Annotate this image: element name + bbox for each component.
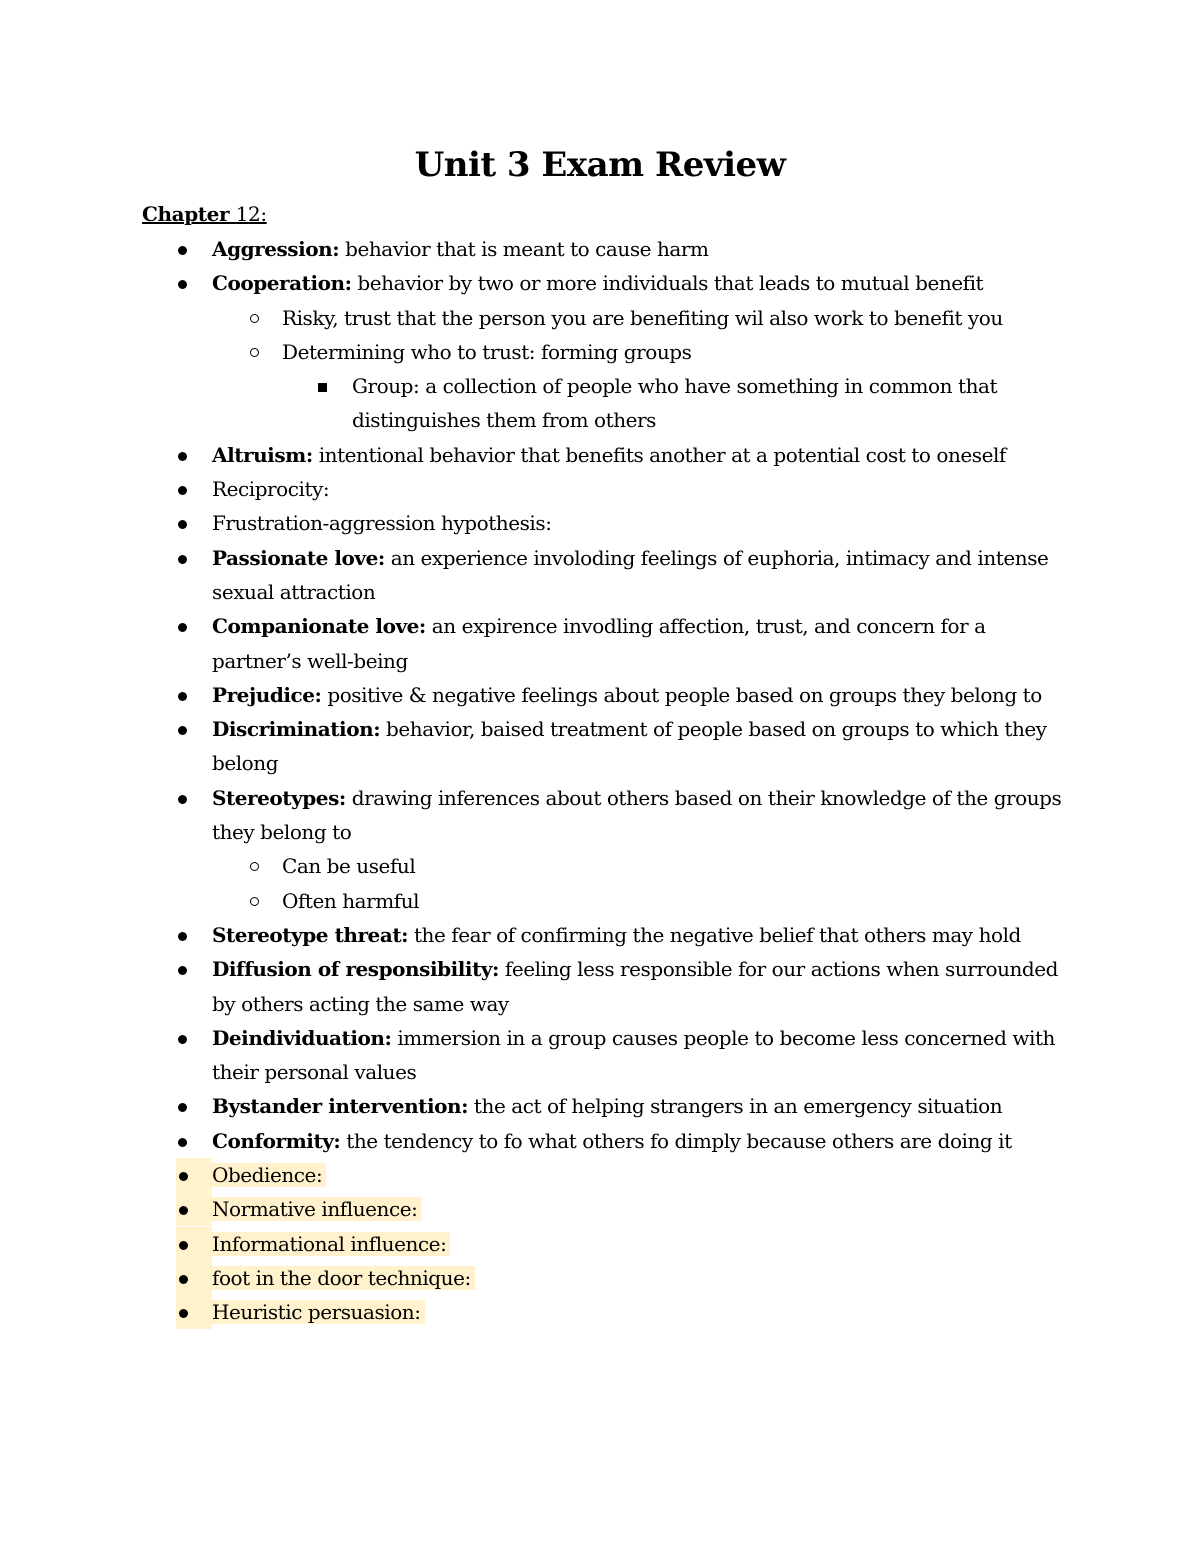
- item-text: Group: a collection of people who have something in common that distinguishes them from others: [352, 374, 998, 433]
- item-content: [212, 683, 1042, 707]
- item-content: [212, 1197, 421, 1221]
- item-text: the act of helping strangers in an emergency situation: [468, 1094, 1003, 1119]
- item-content: [352, 374, 997, 432]
- item-content: [282, 340, 691, 364]
- item-term: Cooperation:: [212, 271, 352, 296]
- item-text: Can be useful: [282, 854, 416, 879]
- bullet-disc-icon: [176, 1158, 212, 1192]
- item-text: Determining who to trust: forming groups: [282, 339, 692, 364]
- page-title: Unit 3 Exam Review: [414, 145, 786, 185]
- bullet-disc-icon: [176, 1295, 212, 1329]
- list-item: [142, 952, 1070, 1021]
- item-content: [212, 477, 329, 501]
- item-content: [212, 1232, 450, 1256]
- chapter-heading: [142, 198, 267, 230]
- item-text: drawing inferences about others based on their knowledge of the groups they belong to: [212, 785, 1062, 845]
- item-text: an experience involoding feelings of euphoria, intimacy and intense sexual attraction: [212, 545, 1049, 604]
- list-item: [142, 1089, 1070, 1123]
- item-term: Companionate love:: [212, 614, 426, 639]
- item-text: behavior that is meant to cause harm: [339, 237, 709, 261]
- list-item: [142, 1192, 1070, 1226]
- item-text: Heuristic persuasion:: [212, 1300, 421, 1325]
- item-text: Informational influence:: [212, 1231, 447, 1256]
- list-item: [142, 1124, 1070, 1158]
- list-item: [142, 1158, 1070, 1192]
- item-text: Frustration-aggression hypothesis:: [212, 511, 552, 536]
- item-term: Diffusion of responsibility:: [212, 957, 499, 982]
- bullet-disc-icon: [176, 1227, 212, 1261]
- list-item: [142, 781, 1070, 850]
- item-content: [212, 1026, 1055, 1084]
- item-text: the tendency to fo what others fo dimply because others are doing it: [340, 1128, 1012, 1153]
- item-term: Aggression:: [212, 237, 340, 261]
- bullet-disc-icon: [176, 1192, 212, 1226]
- list-item: [142, 1021, 1070, 1090]
- list-item: [142, 1261, 1070, 1295]
- item-content: [282, 889, 419, 913]
- item-content: [212, 786, 1061, 844]
- item-content: [212, 923, 1021, 947]
- list-item: [142, 712, 1070, 781]
- list-item: [142, 541, 1070, 610]
- item-content: [212, 443, 1006, 467]
- term-list: [142, 232, 1070, 1330]
- item-text: Often harmful: [282, 888, 420, 913]
- item-term: Stereotypes:: [212, 785, 346, 810]
- chapter-number: 12:: [235, 202, 267, 226]
- item-text: foot in the door technique:: [212, 1265, 471, 1290]
- item-term: Prejudice:: [212, 682, 322, 707]
- item-term: Deindividuation:: [212, 1025, 392, 1050]
- list-item: [142, 884, 1070, 918]
- item-content: [212, 1094, 1002, 1118]
- item-content: [212, 1163, 326, 1187]
- list-item: [142, 438, 1070, 472]
- item-text: behavior by two or more individuals that leads to mutual benefit: [351, 271, 984, 296]
- item-content: [212, 237, 708, 261]
- item-term: Conformity:: [212, 1128, 341, 1153]
- item-term: Altruism:: [212, 442, 313, 467]
- item-content: [282, 854, 415, 878]
- item-content: [212, 546, 1048, 604]
- item-content: [212, 957, 1058, 1015]
- item-content: [282, 306, 1003, 330]
- item-text: Reciprocity:: [212, 477, 330, 502]
- item-text: Normative influence:: [212, 1197, 418, 1222]
- item-text: behavior, baised treatment of people based on groups to which they belong: [212, 717, 1047, 776]
- list-item: [142, 609, 1070, 678]
- list-item: [142, 1227, 1070, 1261]
- list-item: [142, 266, 1070, 300]
- item-content: [212, 717, 1047, 775]
- item-term: Passionate love:: [212, 545, 385, 570]
- list-item: [142, 918, 1070, 952]
- item-term: Bystander intervention:: [212, 1094, 469, 1119]
- list-item: [142, 301, 1070, 335]
- item-content: [212, 1266, 475, 1290]
- list-item: [142, 232, 1070, 266]
- item-content: [212, 614, 986, 672]
- list-item: [142, 849, 1070, 883]
- item-text: feeling less responsible for our actions when surrounded by others acting the same way: [212, 957, 1059, 1016]
- list-item: [142, 472, 1070, 506]
- item-text: an expirence invodling affection, trust, and concern for a partner’s well-being: [212, 614, 986, 673]
- list-item: [142, 1295, 1070, 1329]
- item-term: Stereotype threat:: [212, 922, 409, 947]
- chapter-label: Chapter: [142, 202, 230, 226]
- item-text: immersion in a group causes people to become less concerned with their personal values: [212, 1025, 1055, 1085]
- item-content: [212, 271, 983, 295]
- item-text: Risky, trust that the person you are benefiting wil also work to benefit you: [282, 305, 1003, 330]
- bullet-disc-icon: [176, 1261, 212, 1295]
- list-item: [142, 335, 1070, 369]
- list-item: [142, 369, 1070, 438]
- item-text: Obedience:: [212, 1163, 323, 1188]
- item-content: [212, 1300, 425, 1324]
- item-text: positive & negative feelings about people based on groups they belong to: [321, 682, 1042, 707]
- item-content: [212, 1129, 1012, 1153]
- list-item: [142, 506, 1070, 540]
- item-text: the fear of confirming the negative belief that others may hold: [408, 922, 1021, 947]
- item-term: Discrimination:: [212, 717, 381, 742]
- item-text: intentional behavior that benefits another at a potential cost to oneself: [312, 442, 1006, 467]
- item-content: [212, 511, 552, 535]
- list-item: [142, 678, 1070, 712]
